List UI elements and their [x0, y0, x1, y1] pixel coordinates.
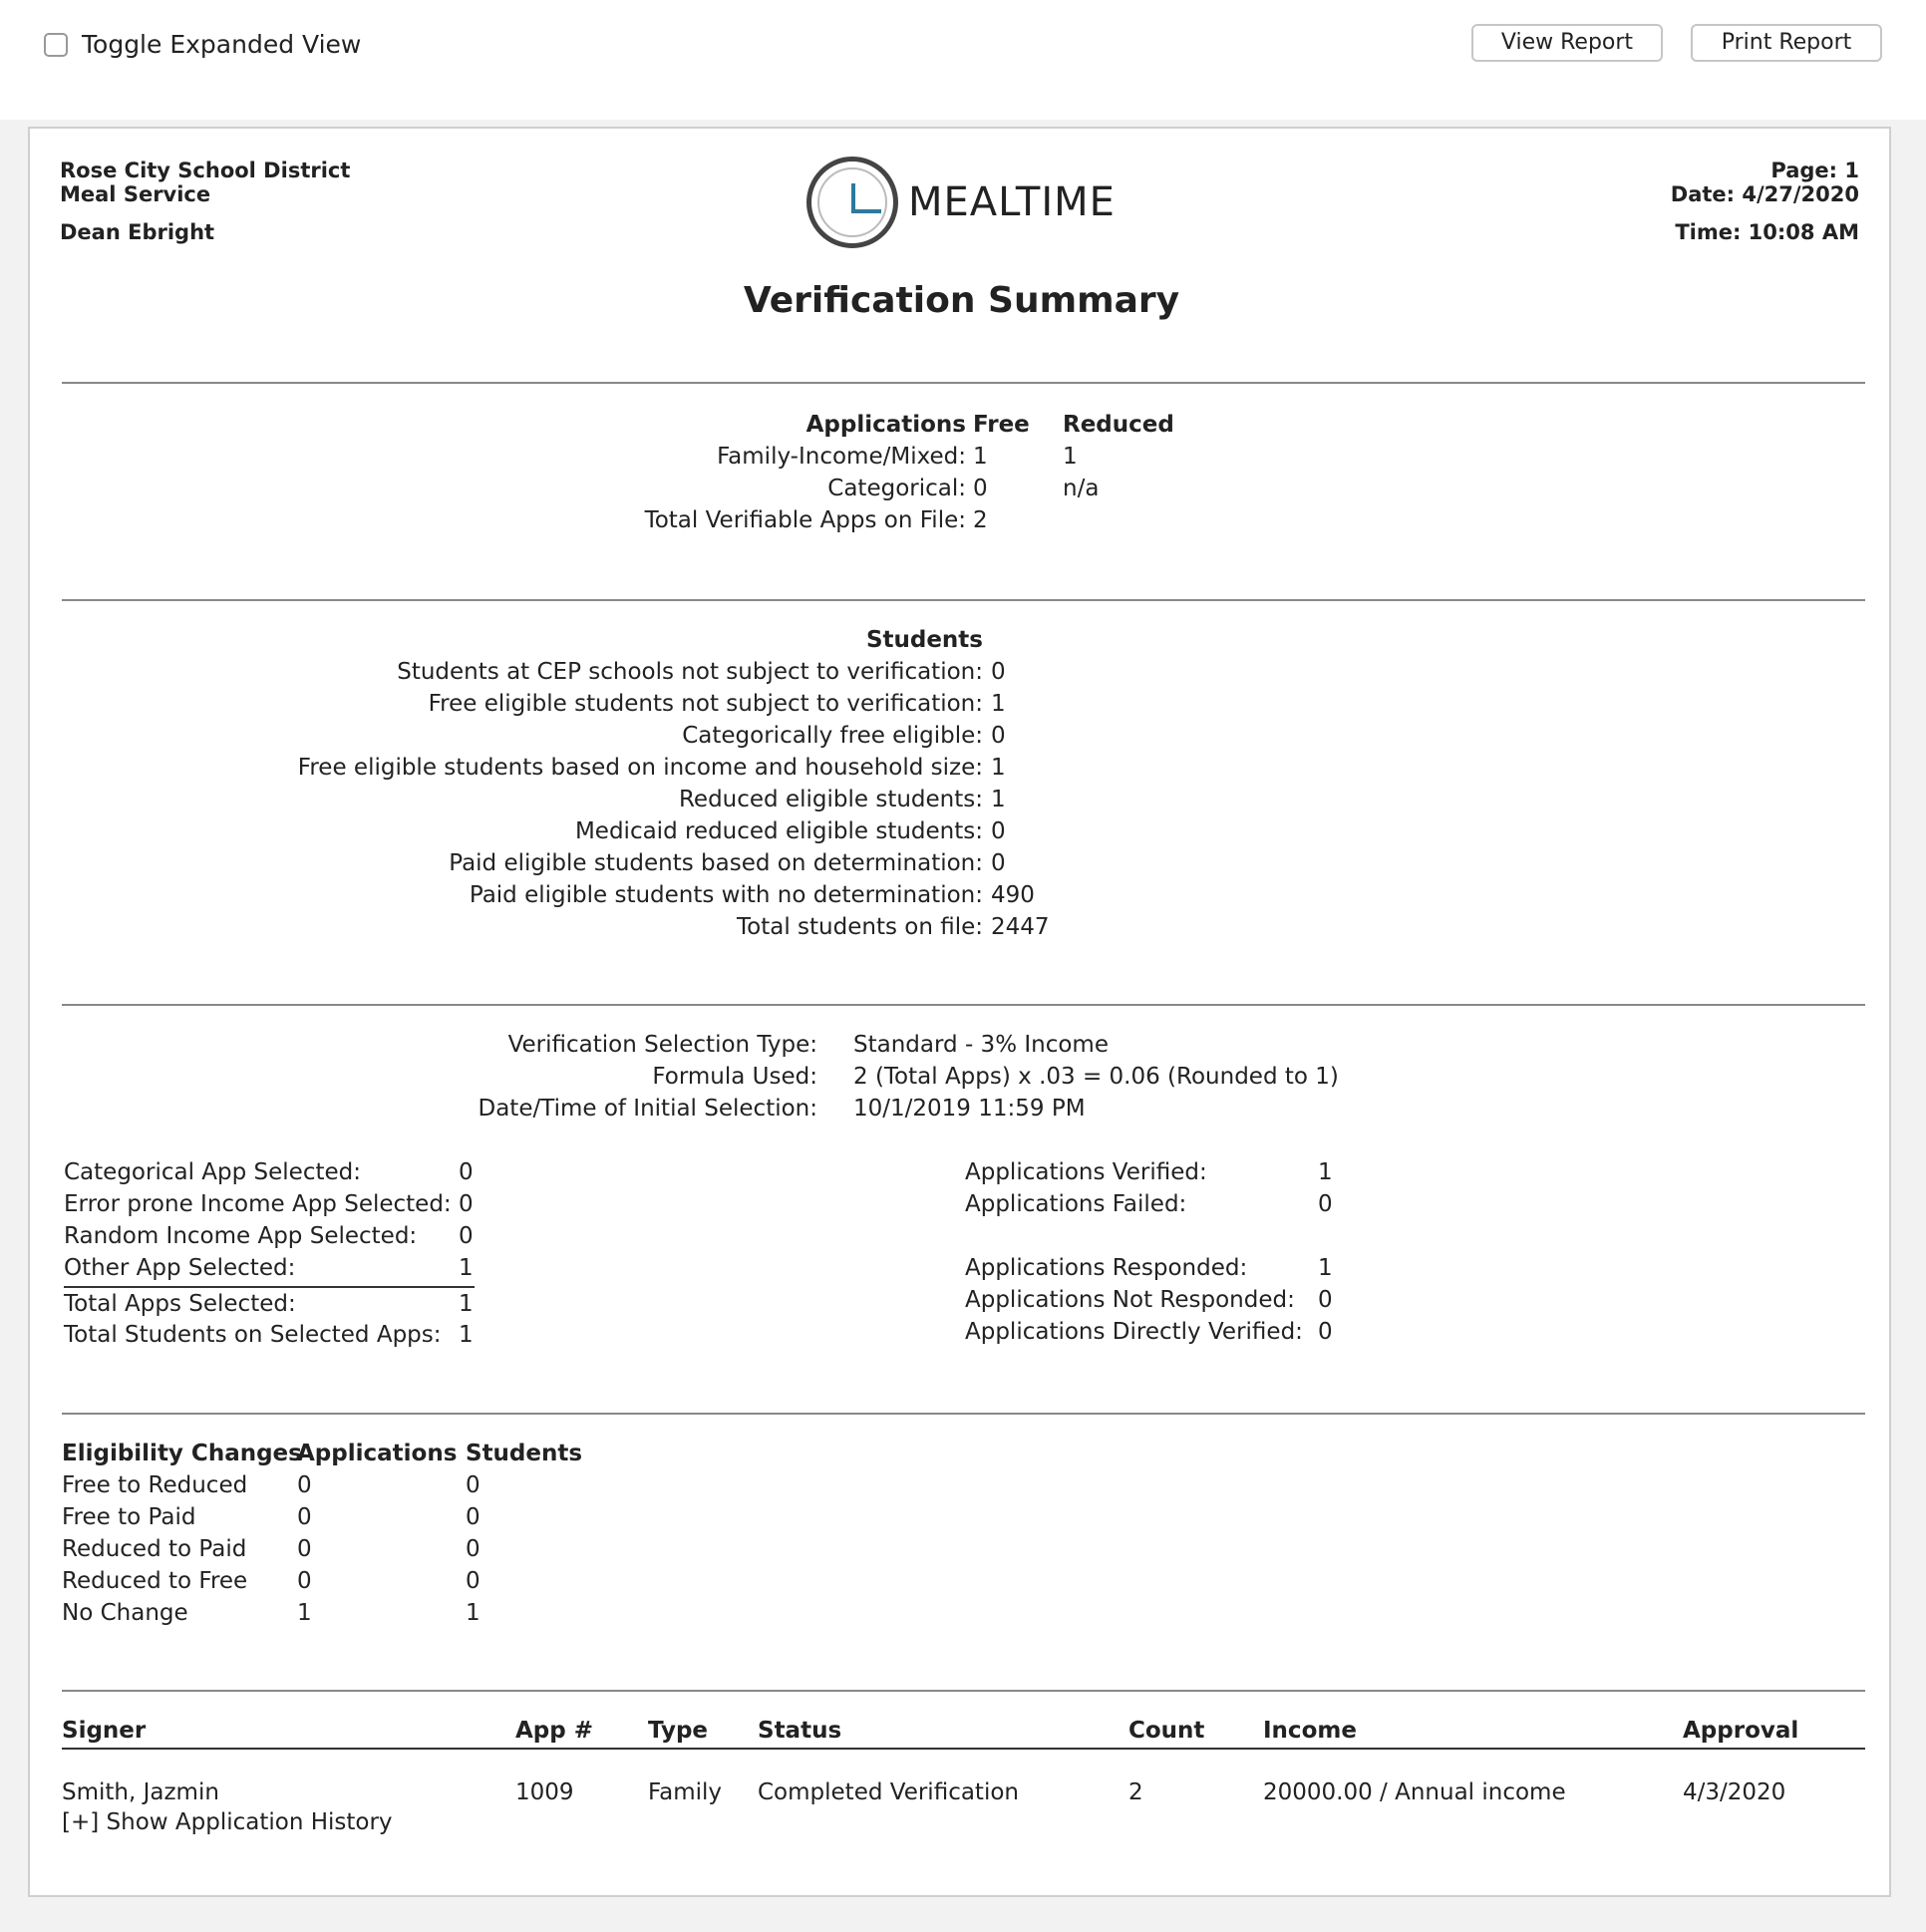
applications-header: Applications — [805, 412, 966, 438]
district-name: Rose City School District — [60, 159, 351, 182]
app-row-label: Family-Income/Mixed: — [717, 444, 966, 470]
divider — [62, 382, 1865, 384]
verified-label: Applications Failed: — [965, 1191, 1187, 1217]
selection-value: 10/1/2019 11:59 PM — [853, 1096, 1086, 1122]
divider — [62, 1690, 1865, 1692]
verified-value: 1 — [1318, 1159, 1333, 1185]
student-row-value: 0 — [991, 818, 1006, 844]
eligibility-row-label: Free to Reduced — [62, 1472, 248, 1498]
divider — [62, 599, 1865, 601]
view-report-button[interactable]: View Report — [1471, 24, 1663, 62]
eligibility-row-students: 0 — [466, 1568, 481, 1594]
page-title: Verification Summary — [743, 280, 1180, 321]
student-row-value: 1 — [991, 691, 1006, 717]
total-divider — [64, 1286, 475, 1288]
verified-value: 0 — [1318, 1319, 1333, 1345]
toggle-expanded-view[interactable] — [44, 30, 361, 59]
table-header-divider — [62, 1748, 1865, 1750]
student-row-value: 1 — [991, 787, 1006, 812]
report-panel — [28, 127, 1891, 1897]
selected-label: Other App Selected: — [64, 1255, 296, 1281]
approval-date: 4/3/2020 — [1683, 1779, 1786, 1805]
eligibility-row-students: 1 — [466, 1600, 481, 1626]
app-row-label: Total Verifiable Apps on File: — [644, 507, 966, 533]
app-row-free: 0 — [973, 476, 988, 501]
report-date: Date: 4/27/2020 — [1670, 182, 1859, 206]
student-row-label: Categorically free eligible: — [682, 723, 983, 749]
student-row-value: 1 — [991, 755, 1006, 781]
eligibility-row-students: 0 — [466, 1472, 481, 1498]
income-header: Income — [1263, 1718, 1357, 1744]
eligibility-row-students: 0 — [466, 1536, 481, 1562]
logo-text: MEALTIME — [908, 179, 1116, 225]
student-count: 2 — [1128, 1779, 1143, 1805]
selection-label: Date/Time of Initial Selection: — [478, 1096, 817, 1122]
eligibility-row-apps: 0 — [297, 1536, 312, 1562]
eligibility-row-label: Reduced to Free — [62, 1568, 248, 1594]
selected-label: Categorical App Selected: — [64, 1159, 361, 1185]
student-row-value: 2447 — [991, 914, 1050, 940]
eligibility-row-apps: 0 — [297, 1472, 312, 1498]
eligibility-row-label: No Change — [62, 1600, 188, 1626]
show-history-link[interactable]: [+] Show Application History — [62, 1809, 393, 1835]
user-name: Dean Ebright — [60, 220, 215, 244]
reduced-header: Reduced — [1063, 412, 1174, 438]
service-name: Meal Service — [60, 182, 211, 206]
app-number: 1009 — [515, 1779, 574, 1805]
selected-value: 0 — [459, 1191, 474, 1217]
eligibility-row-students: 0 — [466, 1504, 481, 1530]
student-row-label: Paid eligible students based on determination: — [449, 850, 983, 876]
verified-value: 1 — [1318, 1255, 1333, 1281]
type-header: Type — [648, 1718, 709, 1744]
selection-value: Standard - 3% Income — [853, 1032, 1109, 1058]
approval-header: Approval — [1683, 1718, 1799, 1744]
eligibility-row-apps: 0 — [297, 1504, 312, 1530]
student-row-label: Students at CEP schools not subject to verification: — [397, 659, 983, 685]
divider — [62, 1413, 1865, 1415]
eligibility-students-header: Students — [466, 1441, 583, 1466]
students-header: Students — [865, 627, 983, 653]
app-row-reduced: 1 — [1063, 444, 1078, 470]
selected-label: Error prone Income App Selected: — [64, 1191, 452, 1217]
student-row-label: Total students on file: — [737, 914, 983, 940]
selected-value: 1 — [459, 1255, 474, 1281]
selection-value: 2 (Total Apps) x .03 = 0.06 (Rounded to 1) — [853, 1064, 1339, 1090]
clock-icon — [806, 157, 898, 248]
page-number: Page: 1 — [1770, 159, 1859, 182]
app-number-header: App # — [515, 1718, 594, 1744]
student-row-label: Paid eligible students with no determination: — [469, 882, 983, 908]
signer-header: Signer — [62, 1718, 147, 1744]
eligibility-row-label: Reduced to Paid — [62, 1536, 247, 1562]
income-value: 20000.00 / Annual income — [1263, 1779, 1566, 1805]
selected-value: 0 — [459, 1159, 474, 1185]
count-header: Count — [1128, 1718, 1205, 1744]
student-row-label: Reduced eligible students: — [678, 787, 983, 812]
student-row-value: 490 — [991, 882, 1035, 908]
toggle-label: Toggle Expanded View — [82, 30, 362, 59]
student-row-value: 0 — [991, 723, 1006, 749]
verified-label: Applications Verified: — [965, 1159, 1207, 1185]
student-row-value: 0 — [991, 850, 1006, 876]
eligibility-apps-header: Applications — [297, 1441, 458, 1466]
selected-value: 0 — [459, 1223, 474, 1249]
free-header: Free — [973, 412, 1030, 438]
eligibility-header: Eligibility Changes — [62, 1441, 302, 1466]
eligibility-row-apps: 1 — [297, 1600, 312, 1626]
toolbar — [0, 0, 1926, 120]
selected-label: Total Apps Selected: — [64, 1291, 296, 1317]
toggle-checkbox[interactable] — [44, 33, 68, 57]
print-report-button[interactable]: Print Report — [1691, 24, 1882, 62]
signer-name: Smith, Jazmin — [62, 1779, 219, 1805]
selection-label: Formula Used: — [652, 1064, 817, 1090]
selected-label: Random Income App Selected: — [64, 1223, 418, 1249]
report-time: Time: 10:08 AM — [1675, 220, 1859, 244]
selected-label: Total Students on Selected Apps: — [64, 1322, 442, 1348]
divider — [62, 1004, 1865, 1006]
student-row-label: Free eligible students based on income and household size: — [297, 755, 983, 781]
verified-label: Applications Not Responded: — [965, 1287, 1295, 1313]
eligibility-row-apps: 0 — [297, 1568, 312, 1594]
app-type: Family — [648, 1779, 723, 1805]
app-row-free: 2 — [973, 507, 988, 533]
verified-value: 0 — [1318, 1191, 1333, 1217]
verified-value: 0 — [1318, 1287, 1333, 1313]
verified-label: Applications Responded: — [965, 1255, 1248, 1281]
app-status: Completed Verification — [758, 1779, 1019, 1805]
app-row-reduced: n/a — [1063, 476, 1100, 501]
student-row-label: Free eligible students not subject to verification: — [428, 691, 983, 717]
student-row-value: 0 — [991, 659, 1006, 685]
eligibility-row-label: Free to Paid — [62, 1504, 196, 1530]
app-row-label: Categorical: — [827, 476, 966, 501]
selected-value: 1 — [459, 1322, 474, 1348]
selected-value: 1 — [459, 1291, 474, 1317]
app-row-free: 1 — [973, 444, 988, 470]
student-row-label: Medicaid reduced eligible students: — [574, 818, 983, 844]
selection-label: Verification Selection Type: — [507, 1032, 817, 1058]
status-header: Status — [758, 1718, 842, 1744]
verified-label: Applications Directly Verified: — [965, 1319, 1303, 1345]
mealtime-logo — [806, 157, 1116, 248]
